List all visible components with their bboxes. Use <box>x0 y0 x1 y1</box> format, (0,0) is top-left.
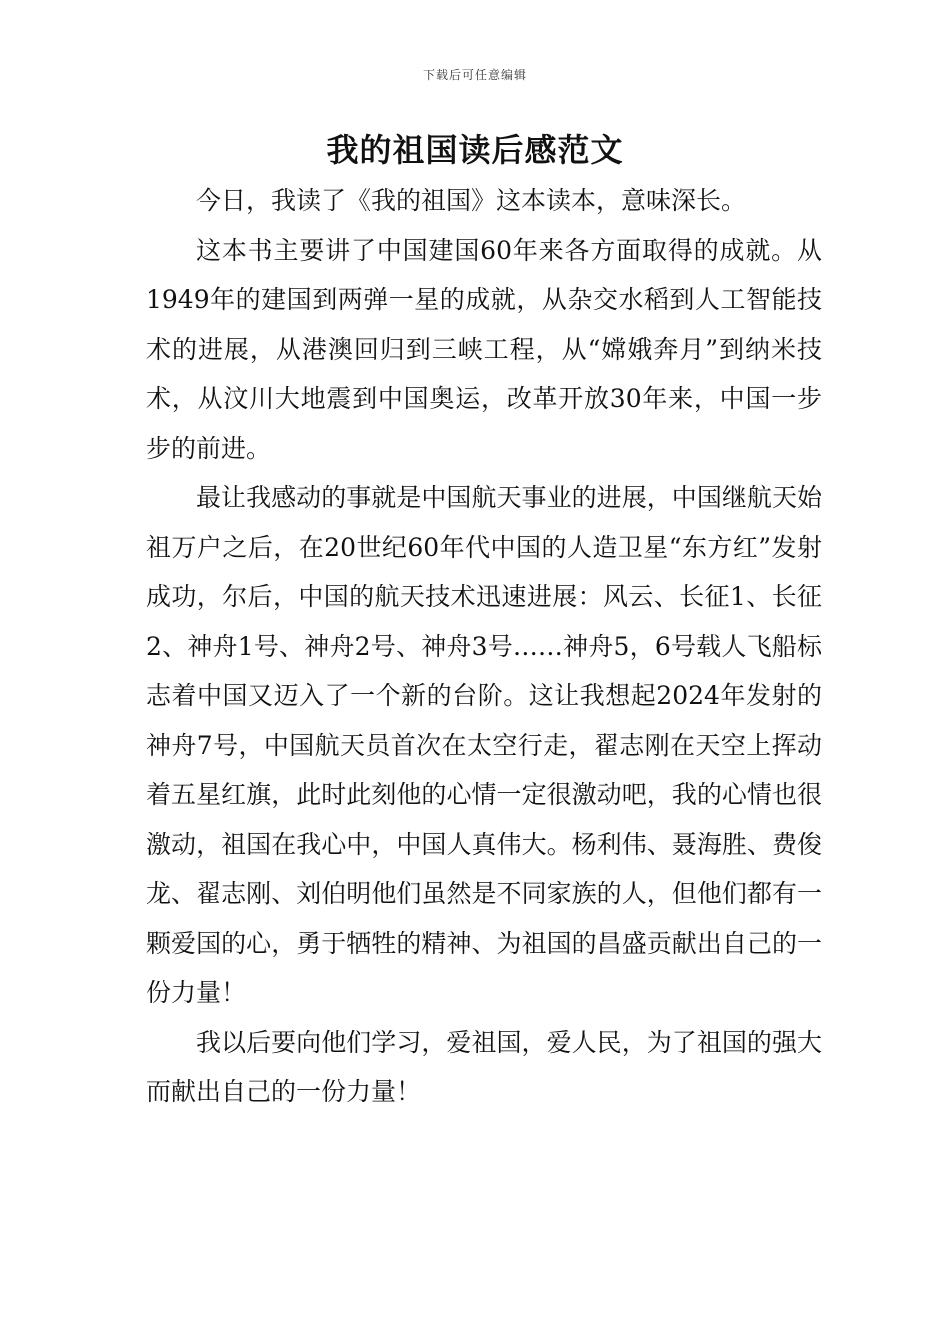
header-note: 下载后可任意编辑 <box>422 68 527 82</box>
paragraph-1: 今日，我读了《我的祖国》这本读本，意味深长。 <box>196 186 747 215</box>
paragraph-4: 我以后要向他们学习，爱祖国，爱人民，为了祖国的强大而献出自己的一份力量！ <box>146 1027 822 1106</box>
document-title: 我的祖国读后感范文 <box>326 131 624 169</box>
document-body <box>146 176 822 1117</box>
paragraph-3: 最让我感动的事就是中国航天事业的进展，中国继航天始祖万户之后，在20世纪60年代中国的人造卫星“东方红”发射成功，尔后，中国的航天技术迅速进展：风云、长征1、长征2、神舟1号、神舟2号、神舟3号……神舟5，6号载人飞船标志着中国又迈入了一个新的台阶。这让我想起2024年发射的神舟7号，中国航天员首次在太空行走，翟志刚在天空上挥动着五星红旗，此时此刻他的心情一定很激动吧，我的心情也很激动，祖国在我心中，中国人真伟大。杨利伟、聂海胜、费俊龙、翟志刚、刘伯明他们虽然是不同家族的人，但他们都有一颗爱国的心，勇于牺牲的精神、为祖国的昌盛贡献出自己的一份力量！ <box>146 483 822 1007</box>
paragraph-2: 这本书主要讲了中国建国60年来各方面取得的成就。从1949年的建国到两弹一星的成就，从杂交水稻到人工智能技术的进展，从港澳回归到三峡工程，从“嫦娥奔月”到纳米技术，从汶川大地震到中国奥运，改革开放30年来，中国一步步的前进。 <box>146 235 822 463</box>
